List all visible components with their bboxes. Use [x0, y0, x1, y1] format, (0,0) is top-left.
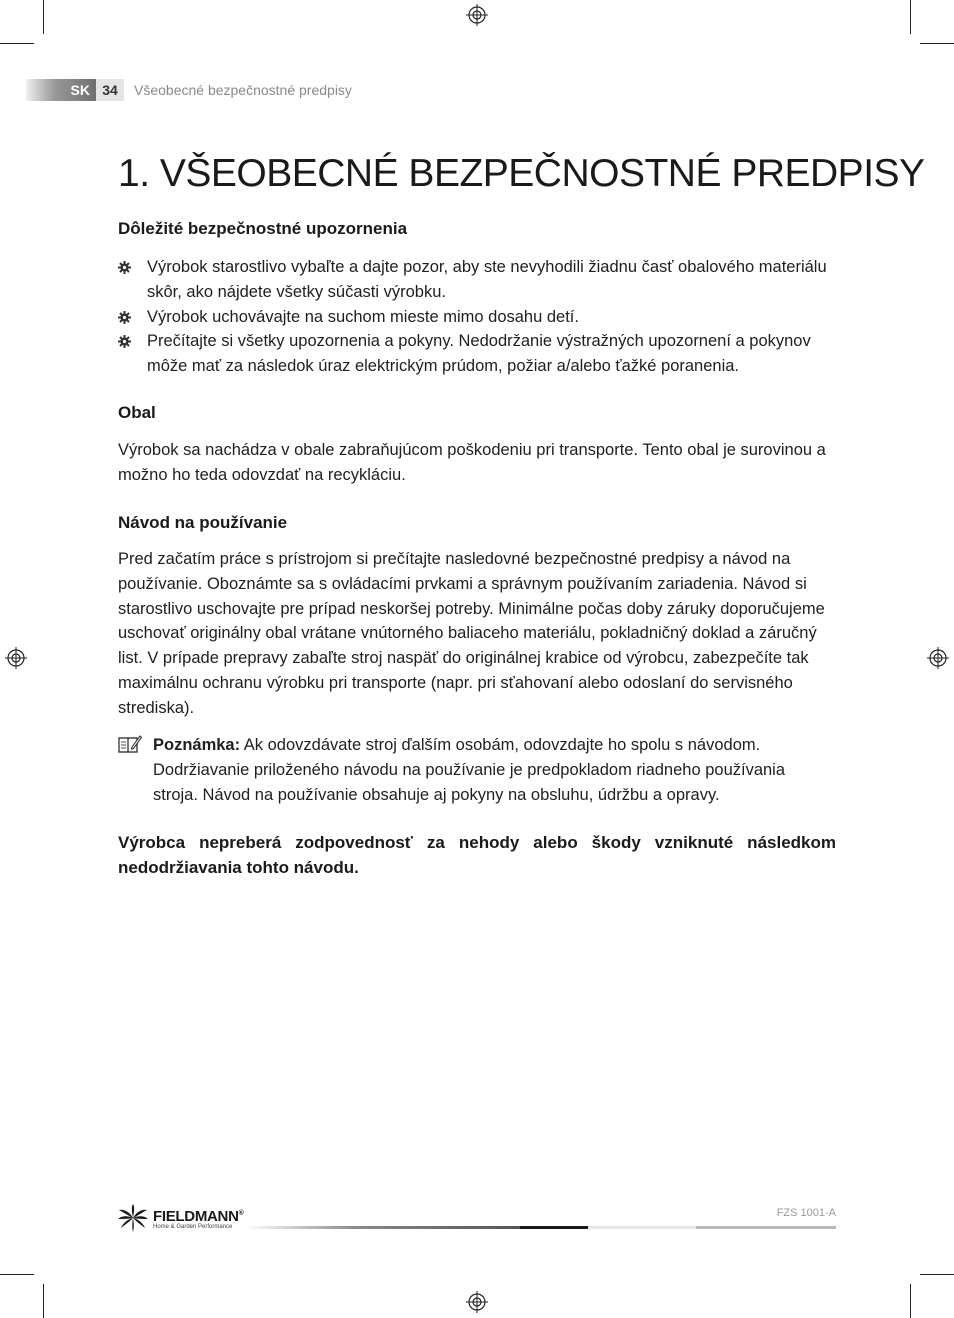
trademark: ®	[238, 1209, 244, 1217]
fieldmann-fan-logo-icon	[117, 1203, 149, 1233]
note-label: Poznámka:	[153, 736, 241, 754]
note-block	[118, 733, 808, 807]
page-header	[26, 79, 352, 101]
brand-name: FIELDMANN	[153, 1207, 239, 1225]
gear-bullet-icon	[118, 261, 131, 274]
footer-rule	[246, 1226, 520, 1229]
note-pencil-icon	[118, 735, 142, 753]
note-text: Ak odovzdávate stroj ďalším osobám, odovzdajte ho spolu s návodom. Dodržiavanie priloženého návodu na používanie je predpokladom riadneho používania stroja. Návod na používanie obsahuje aj pokyny na obsluhu, údržbu a opravy.	[153, 736, 786, 804]
list-item	[118, 255, 838, 305]
crop-mark	[0, 43, 34, 44]
list-item	[118, 329, 838, 379]
warnings-list	[118, 255, 838, 379]
gear-bullet-icon	[118, 311, 131, 324]
registration-mark-icon	[466, 4, 488, 26]
crop-mark	[910, 0, 911, 34]
page-number: 34	[96, 79, 124, 101]
crop-mark	[920, 1274, 954, 1275]
model-number: FZS 1001-A	[776, 1207, 836, 1219]
crop-mark	[43, 1284, 44, 1318]
crop-mark	[43, 0, 44, 34]
registration-mark-icon	[927, 647, 949, 669]
brand-logo	[117, 1203, 243, 1233]
instructions-heading: Návod na používanie	[118, 513, 288, 532]
crop-mark	[0, 1274, 34, 1275]
warning-text: Prečítajte si všetky upozornenia a pokyny. Nedodržanie výstražných upozornení a pokynov môže mať za následok úraz elektrickým prúdom, požiar a/alebo ťažké poranenia.	[147, 332, 811, 376]
warning-text: Výrobok uchovávajte na suchom mieste mimo dosahu detí.	[147, 307, 579, 326]
footer-rule	[588, 1226, 696, 1229]
brand-tagline: Home & Garden Performance	[153, 1223, 233, 1230]
registration-mark-icon	[5, 647, 27, 669]
crop-mark	[910, 1284, 911, 1318]
footer-rule	[520, 1226, 588, 1229]
gear-bullet-icon	[118, 335, 131, 348]
warnings-heading: Dôležité bezpečnostné upozornenia	[118, 219, 408, 238]
packaging-text: Výrobok sa nachádza v obale zabraňujúcom poškodeniu pri transporte. Tento obal je surovinou a možno ho teda odovzdať na recykláciu.	[118, 441, 826, 484]
instructions-text: Pred začatím práce s prístrojom si prečítajte nasledovné bezpečnostné predpisy a návod na používanie. Oboznámte sa s ovládacími prvkami a správnym používaním zariadenia. Návod si starostlivo uschovajte pre prípad neskoršej potreby. Minimálne počas doby záruky doporučujeme uschovať originálny obal vrátane vnútorného baliaceho materiálu, pokladničný doklad a záručný list. V prípade prepravy zabaľte stroj naspäť do originálnej krabice od výrobcu, zabezpečíte tak maximálnu ochranu výrobku pri transporte (napr. pri sťahovaní alebo odoslaní do servisného strediska).	[118, 550, 825, 717]
list-item	[118, 305, 838, 330]
packaging-heading: Obal	[118, 403, 156, 422]
footer-rule	[696, 1226, 836, 1229]
registration-mark-icon	[466, 1291, 488, 1313]
page-title: 1. VŠEOBECNÉ BEZPEČNOSTNÉ PREDPISY	[118, 152, 925, 195]
header-section-title: Všeobecné bezpečnostné predpisy	[134, 82, 352, 98]
disclaimer: Výrobca nepreberá zodpovednosť za nehody alebo škody vzniknuté následkom nedodržiavania tohto návodu.	[118, 833, 836, 877]
warning-text: Výrobok starostlivo vybaľte a dajte pozor, aby ste nevyhodili žiadnu časť obalového materiálu skôr, ako nájdete všetky súčasti výrobku.	[147, 258, 827, 301]
language-code: SK	[70, 82, 90, 98]
crop-mark	[920, 43, 954, 44]
language-badge	[26, 79, 96, 101]
